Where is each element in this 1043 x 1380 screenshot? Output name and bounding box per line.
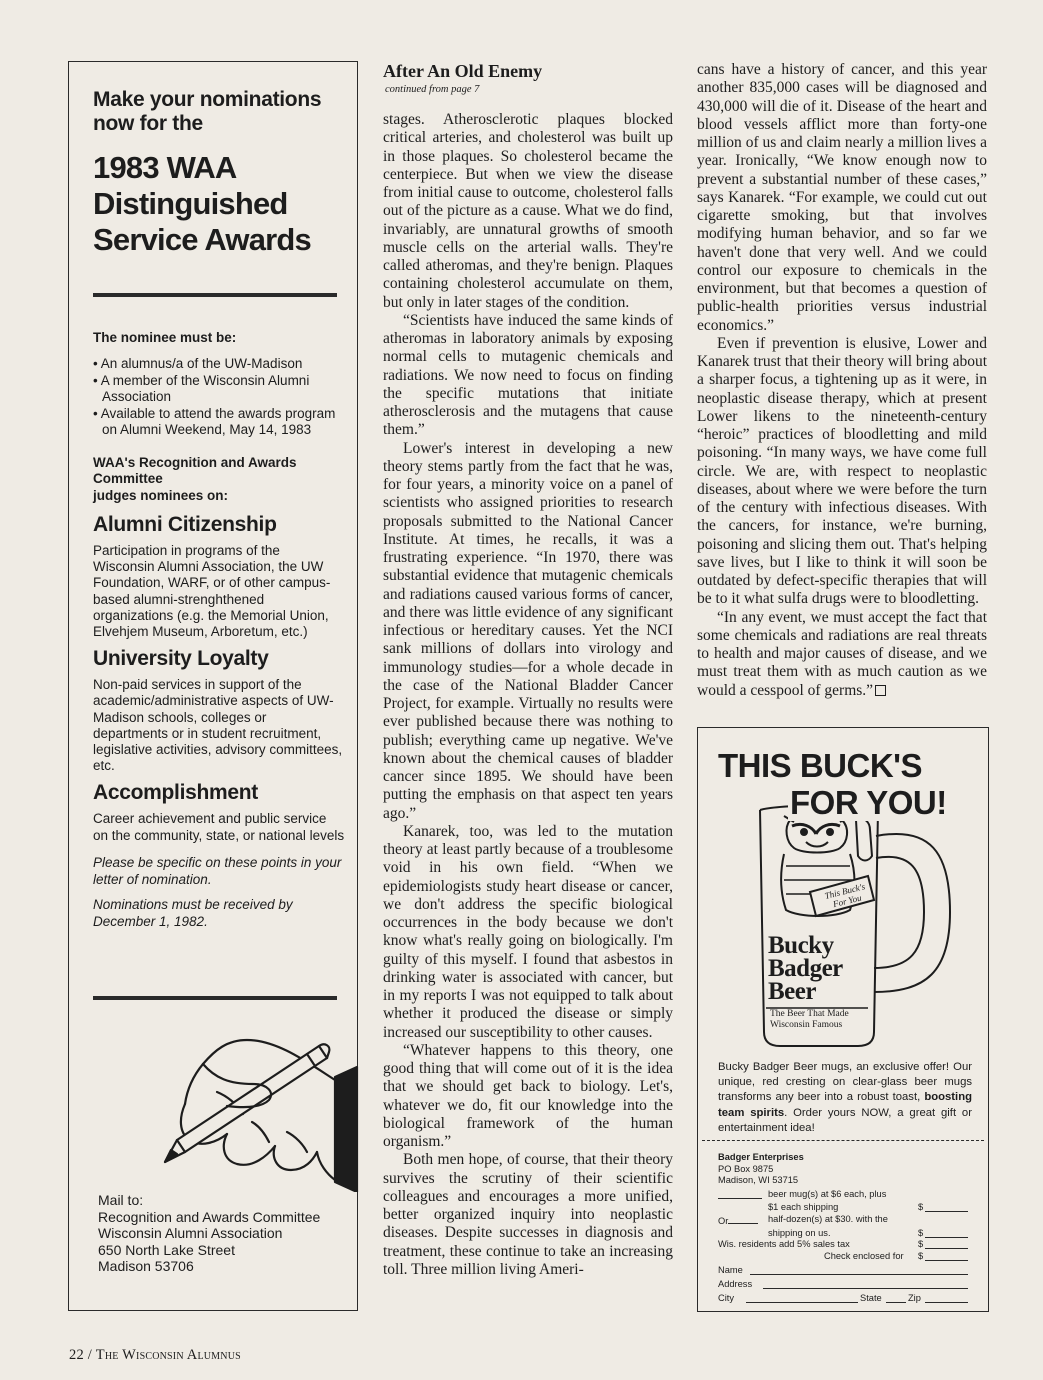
- order-row-dozen-2: [718, 1228, 970, 1240]
- company-address-line: PO Box 9875: [718, 1163, 774, 1174]
- mail-line: Recognition and Awards Committee: [98, 1208, 321, 1225]
- mug-tagline-line: The Beer That Made: [770, 1009, 849, 1019]
- article-column-2: [697, 61, 987, 700]
- paragraph: [697, 609, 987, 700]
- mug-brand: [768, 934, 843, 1003]
- order-line: beer mug(s) at $6 each, plus: [768, 1188, 887, 1199]
- order-row-name: [718, 1265, 970, 1277]
- mug-banner-text: This Buck's For You: [823, 881, 866, 910]
- ad-headline-1: THIS BUCK'S: [718, 747, 923, 784]
- divider-rule: [93, 996, 337, 1000]
- paragraph: stages. Atherosclerotic plaques blocked critical arteries, and cholesterol was built up in those plaques. So cholesterol became the centerpiece. But when we view the disease from initial cause to outcome, cholesterol falls out of the picture as a cause. What we do find, invariably, are unnatural growths of smooth muscle cells on the arterial walls. They're called atheromas, and they're benign. Plaques containing cholesterol accumulate on them, but only in later stages of the condition.: [383, 111, 673, 311]
- mail-line: 650 North Lake Street: [98, 1241, 235, 1258]
- name-field[interactable]: [750, 1265, 968, 1275]
- order-line: $1 each shipping: [768, 1202, 839, 1213]
- city-label: City: [718, 1292, 735, 1303]
- criterion-title: Alumni Citizenship: [93, 513, 277, 536]
- city-field[interactable]: [746, 1293, 858, 1303]
- currency-sign: $: [918, 1227, 924, 1238]
- tax-amount-field[interactable]: [925, 1239, 968, 1249]
- mug-brand-line: Badger: [768, 955, 843, 982]
- criterion-text: Career achievement and public service on the community, state, or national levels: [93, 811, 345, 843]
- paragraph: Both men hope, of course, that their theory survives the scrutiny of their scientific colleagues and encourages a more unified, better organized inquiry into neoplastic diseases. Despite successes in diagnosis and treatment, these continue to take an increasing toll. Three million living Ameri-: [383, 1151, 673, 1278]
- order-row-city: [718, 1293, 970, 1305]
- order-row-address: [718, 1279, 970, 1291]
- paragraph: Kanarek, too, was led to the mutation theory at least partly because of a troublesome void in his own field. “When we epidemiologists study heart disease or cancer, we don't address the specific biological occurrences in the body because we don't know what's really going on biologically. I'm guilty of this myself. I found that asbestos in drinking water is associated with cancer, but in my reports I was not equipped to talk about whether it produced the disease or simply increased our susceptibility to other causes.: [383, 822, 673, 1041]
- page-number: 22 /: [69, 1347, 92, 1363]
- or-label: Or: [718, 1215, 729, 1226]
- divider-rule: [93, 293, 337, 297]
- total-amount-field[interactable]: [925, 1251, 968, 1261]
- name-label: Name: [718, 1265, 743, 1276]
- mug-tagline-line: Wisconsin Famous: [770, 1019, 843, 1030]
- criterion-citizenship: [93, 512, 345, 640]
- list-item: • An alumnus/a of the UW-Madison: [93, 356, 345, 373]
- zip-field[interactable]: [925, 1293, 968, 1303]
- note-deadline: Nominations must be received by December 1, 1982.: [93, 896, 293, 929]
- paragraph: “Whatever happens to this theory, one good thing that will come out of it is the idea that we should get back to biology. Let's, whatever we do, fit our knowledge into the biological framework of the human organism.”: [383, 1041, 673, 1150]
- zip-label: Zip: [908, 1292, 921, 1303]
- ad-copy-bold: boosting team spirits: [718, 1091, 972, 1119]
- article-title: After An Old Enemy: [383, 61, 543, 81]
- order-form: [718, 1152, 970, 1304]
- company-address-line: Madison, WI 53715: [718, 1175, 799, 1186]
- list-item: • Available to attend the awards program on Alumni Weekend, May 14, 1983: [93, 406, 345, 439]
- order-row-tax: [718, 1239, 970, 1251]
- publication-name: The Wisconsin Alumnus: [95, 1347, 241, 1363]
- ad-copy-outro: . Order yours NOW, a great gift or entertainment idea!: [718, 1106, 972, 1134]
- order-line: shipping on us.: [768, 1227, 831, 1238]
- nominee-requirements: [93, 330, 345, 930]
- currency-sign: $: [918, 1202, 924, 1213]
- paragraph: Even if prevention is elusive, Lower and Kanarek trust that their theory will bring about a sharper focus, a tightening up as it were, in neoplastic disease therapy, which at present Lower likens to the nineteenth-century “heroic” practices of bloodletting and mild poisoning. “In many ways, we have come full circle. We are, with respect to neoplastic diseases, about where we were before the turn of the century with infectious diseases. With the cancers, for instance, we're burning, poisoning and slicing them out. That's helping save lives, but I like to think it will soon be outdated by defect-specific therapies that will be to it what sulfa drugs were to bloodletting.: [697, 334, 987, 608]
- criterion-title: Accomplishment: [93, 781, 258, 805]
- address-label: Address: [718, 1278, 753, 1289]
- criterion-text: Non-paid services in support of the academic/administrative aspects of UW-Madison schools, colleges or departments or in student recruitment, legislative activities, advisory committees, etc.: [93, 677, 343, 774]
- mail-line: Wisconsin Alumni Association: [98, 1225, 283, 1241]
- note-specific: Please be specific on these points in your letter of nomination.: [93, 854, 342, 887]
- paragraph: “Scientists have induced the same kinds of atheromas in laboratory animals by exposing normal cells to mutagenic chemicals and radiations. We now need to focus on finding the specific mutations that initiate atherosclerosis and the mutagens that cause them.”: [383, 311, 673, 439]
- criterion-text: Participation in programs of the Wisconsin Alumni Association, the UW Foundation, WARF, or of other campus-based alumni-strenghthened organizations (e.g. the Memorial Union, Elvehjem Museum, Arboretum, etc.): [93, 543, 331, 640]
- criterion-title: University Loyalty: [93, 647, 269, 671]
- mug-quantity-field[interactable]: [718, 1189, 762, 1199]
- end-mark-icon: [875, 685, 886, 696]
- beer-mug-ad: [697, 727, 989, 1312]
- coupon-cut-line: [702, 1140, 984, 1141]
- paragraph: cans have a history of cancer, and this year another 835,000 cases will be diagnosed and 430,000 will die of it. Disease of the heart and blood vessels afflict more than forty-one million of us and claim nearly a million lives a year. Ironically, “We know enough now to prevent a substantial number of these cases,” says Kanarek. “For example, we could cut out cigarette smoking, but that involves modifying human behavior, and so far we haven't done that very well. And we could control our exposure to chemicals in the environment, but that becomes a question of public-health priorities versus industrial economics.”: [697, 61, 987, 334]
- order-row-mugs: [718, 1189, 970, 1203]
- mug-amount-field[interactable]: [925, 1202, 968, 1212]
- dozen-quantity-field[interactable]: [728, 1214, 758, 1224]
- order-line: half-dozen(s) at $30. with the: [768, 1213, 888, 1224]
- nominations-heading: Make your nominations now for the: [93, 88, 322, 135]
- state-label: State: [860, 1292, 882, 1303]
- currency-sign: $: [918, 1239, 924, 1250]
- mail-line: Mail to:: [98, 1192, 144, 1208]
- company-name: Badger Enterprises: [718, 1152, 804, 1162]
- enclosed-label: Check enclosed for: [824, 1250, 904, 1261]
- ad-headline-2: FOR YOU!: [790, 784, 947, 821]
- judges-heading: WAA's Recognition and Awards Committee judges nominees on:: [93, 454, 297, 503]
- currency-sign: $: [918, 1250, 924, 1261]
- criterion-accomplishment: [93, 780, 345, 843]
- address-field[interactable]: [763, 1279, 968, 1289]
- order-row-dozen: [718, 1214, 970, 1228]
- order-row-mugs-2: [718, 1202, 970, 1214]
- article-column-1: [383, 111, 673, 1279]
- paragraph: Lower's interest in developing a new theory stems partly from the fact that he was, for four years, a minority voice on a panel of scientists who assigned priorities to research proposals submitted to the National Cancer Institute. At times, he recalls, it was a frustrating experience. “In 1970, there was substantial evidence that mutagenic chemicals and radiations caused various forms of cancer, and there was little evidence of any significant infectious or hereditary causes. Yet the NCI sank millions of dollars into virology and immunology studies—for a whole decade in the case of the National Bladder Cancer Project, for example. Virtually no results were ever published because there was nothing to publish; everything came up negative. We've known about the chemical causes of bladder cancer since 1895. We should have been putting the emphasis on that aspect ten years ago.”: [383, 439, 673, 822]
- page-footer: [69, 1347, 241, 1364]
- nominee-heading: The nominee must be:: [93, 330, 237, 345]
- mail-address: [98, 1192, 320, 1275]
- ad-copy-intro: Bucky Badger Beer mugs, an exclusive offer! Our unique, red cresting on clear-glass beer mugs transforms any beer into a robust toast,: [718, 1061, 972, 1104]
- list-item: • A member of the Wisconsin Alumni Association: [93, 373, 345, 406]
- ad-copy: [718, 1060, 972, 1136]
- nominations-content: [93, 88, 345, 258]
- article-continued: continued from page 7: [385, 84, 480, 95]
- mug-brand-line: Bucky: [768, 932, 834, 959]
- dozen-amount-field[interactable]: [925, 1228, 968, 1238]
- paragraph-text: “In any event, we must accept the fact that some chemicals and radiations are real threats to health and major causes of disease, and we must treat them with as much caution as we would a cesspool of germs.”: [697, 608, 987, 699]
- nominations-title: 1983 WAA Distinguished Service Awards: [93, 150, 312, 257]
- mug-brand-line: Beer: [768, 978, 816, 1005]
- mug-tagline: [770, 1009, 849, 1030]
- mail-line: Madison 53706: [98, 1258, 194, 1274]
- nominations-box: [68, 61, 358, 1311]
- requirements-list: [93, 356, 345, 439]
- state-field[interactable]: [886, 1293, 906, 1303]
- hand-pencil-illustration: [157, 1022, 359, 1192]
- order-row-total: [718, 1251, 970, 1263]
- criterion-loyalty: [93, 646, 345, 774]
- tax-label: Wis. residents add 5% sales tax: [718, 1239, 850, 1250]
